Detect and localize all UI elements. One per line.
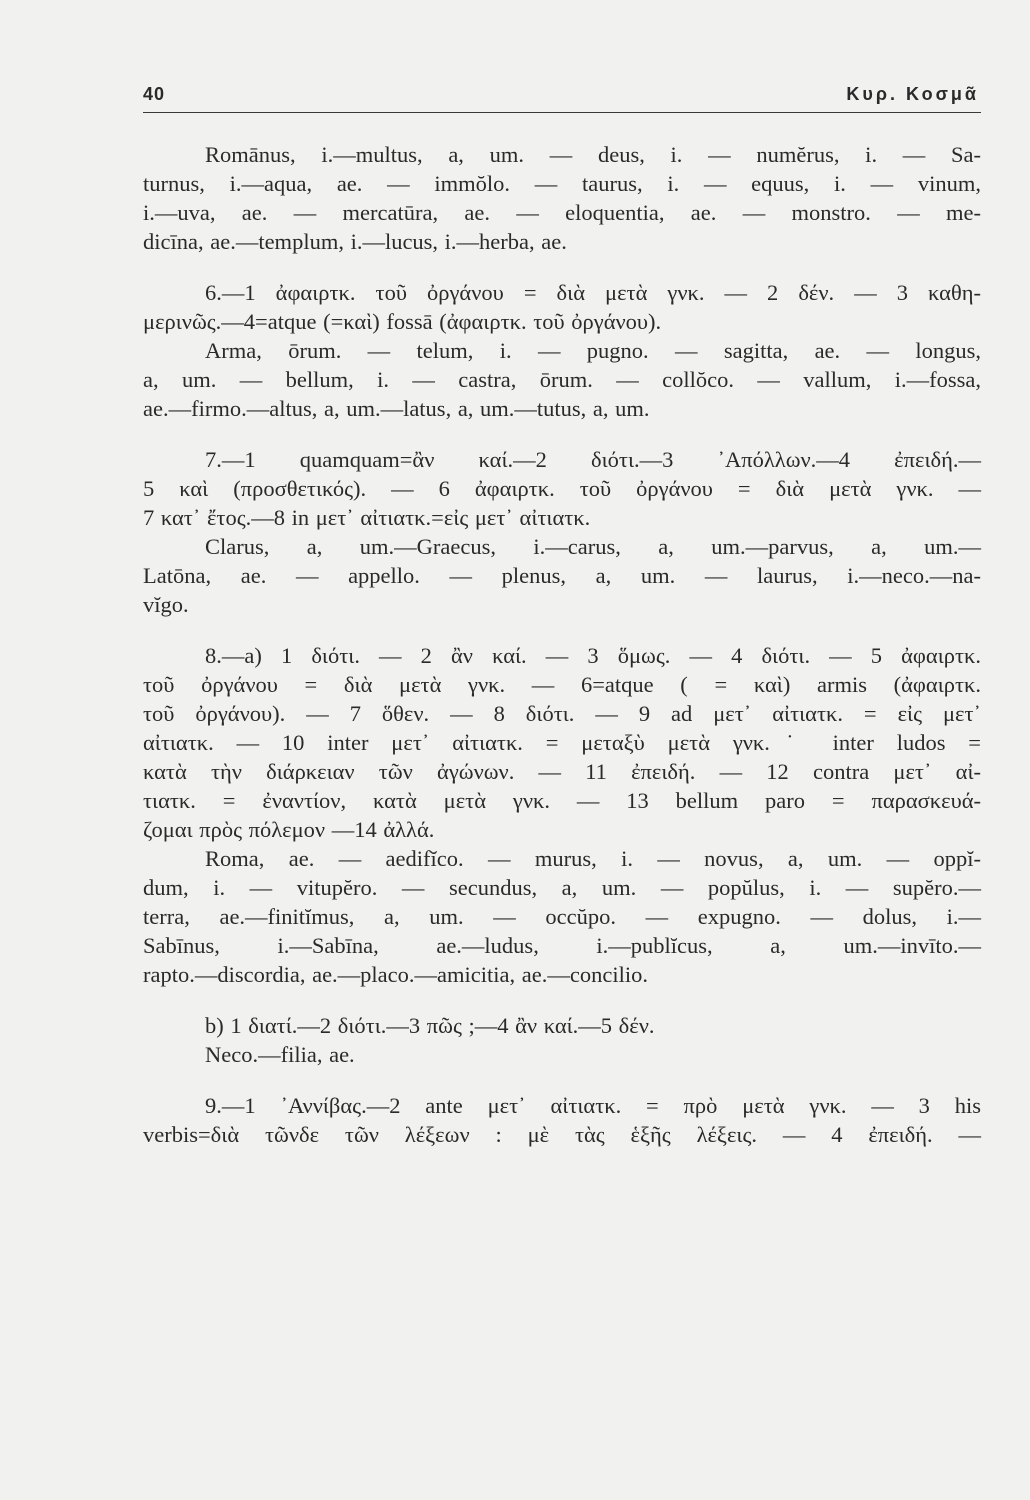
- text-line: 6.—1 ἀφαιρτκ. τοῦ ὀργάνου = διὰ μετὰ γνκ. — 2 δέν. — 3 καθη-: [205, 280, 981, 305]
- exercise-9: [143, 1091, 981, 1149]
- text-line: 8.—a) 1 διότι. — 2 ἂν καί. — 3 ὅμως. — 4 διότι. — 5 ἀφαιρτκ.: [205, 643, 981, 668]
- text-line: Latōna, ae. — appello. — plenus, a, um. — laurus, i.—neco.—na-: [143, 563, 981, 588]
- page-number: 40: [143, 84, 166, 104]
- text-line: τοῦ ὀργάνου). — 7 ὅθεν. — 8 διότι. — 9 ad μετ᾽ αἰτιατκ. = εἰς μετ᾽: [143, 701, 981, 726]
- text-line: a, um. — bellum, i. — castra, ōrum. — collŏco. — vallum, i.—fossa,: [143, 367, 981, 392]
- text-line: rapto.—discordia, ae.—placo.—amicitia, ae.—concilio.: [143, 962, 648, 987]
- running-title: Κυρ. Κοσμᾶ: [846, 84, 979, 104]
- text-line: μερινῶς.—4=atque (=καὶ) fossā (ἀφαιρτκ. τοῦ ὀργάνου).: [143, 309, 662, 334]
- text-line: 5 καὶ (προσθετικός). — 6 ἀφαιρτκ. τοῦ ὀργάνου = διὰ μετὰ γνκ. —: [143, 476, 981, 501]
- text-line: αἰτιατκ. — 10 inter μετ᾽ αἰτιατκ. = μεταξὺ μετὰ γνκ.˙ inter ludos =: [143, 730, 981, 755]
- text-line: κατὰ τὴν διάρκειαν τῶν ἀγώνων. — 11 ἐπειδή. — 12 contra μετ᾽ αἰ-: [143, 759, 981, 784]
- exercise-7: [143, 445, 981, 619]
- text-line: turnus, i.—aqua, ae. — immŏlo. — taurus, i. — equus, i. — vinum,: [143, 171, 981, 196]
- text-line: τιατκ. = ἐναντίον, κατὰ μετὰ γνκ. — 13 bellum paro = παρασκευά-: [143, 788, 981, 813]
- exercise-6: [143, 278, 981, 423]
- text-line: 7 κατ᾽ ἔτος.—8 in μετ᾽ αἰτιατκ.=εἰς μετ᾽ αἰτιατκ.: [143, 505, 591, 530]
- text-line: Clarus, a, um.—Graecus, i.—carus, a, um.—parvus, a, um.—: [205, 534, 981, 559]
- text-line: 7.—1 quamquam=ἂν καί.—2 διότι.—3 ᾿Απόλλων.—4 ἐπειδή.—: [205, 447, 981, 472]
- page-body: [143, 140, 981, 1149]
- text-line: τοῦ ὀργάνου = διὰ μετὰ γνκ. — 6=atque ( = καὶ) armis (ἀφαιρτκ.: [143, 672, 981, 697]
- text-line: Neco.—filia, ae.: [205, 1042, 355, 1067]
- text-line: 9.—1 ᾿Αννίβας.—2 ante μετ᾽ αἰτιατκ. = πρὸ μετὰ γνκ. — 3 his: [205, 1093, 981, 1118]
- text-line: vĭgo.: [143, 592, 189, 617]
- text-line: Roma, ae. — aedifĭco. — murus, i. — novus, a, um. — oppĭ-: [205, 846, 981, 871]
- vocabulary-paragraph: [143, 140, 981, 256]
- text-line: ζομαι πρὸς πόλεμον —14 ἀλλά.: [143, 817, 435, 842]
- text-line: b) 1 διατί.—2 διότι.—3 πῶς ;—4 ἂν καί.—5 δέν.: [205, 1013, 655, 1038]
- text-line: Romānus, i.—multus, a, um. — deus, i. — numĕrus, i. — Sa-: [205, 142, 981, 167]
- text-line: terra, ae.—finitĭmus, a, um. — occŭpo. — expugno. — dolus, i.—: [143, 904, 981, 929]
- text-line: Arma, ōrum. — telum, i. — pugno. — sagitta, ae. — longus,: [205, 338, 981, 363]
- page-header: [143, 78, 981, 113]
- text-line: verbis=διὰ τῶνδε τῶν λέξεων : μὲ τὰς ἑξῆς λέξεις. — 4 ἐπειδή. —: [143, 1122, 981, 1147]
- text-line: dum, i. — vitupĕro. — secundus, a, um. — popŭlus, i. — supĕro.—: [143, 875, 981, 900]
- text-line: i.—uva, ae. — mercatūra, ae. — eloquentia, ae. — monstro. — me-: [143, 200, 981, 225]
- text-line: ae.—firmo.—altus, a, um.—latus, a, um.—tutus, a, um.: [143, 396, 650, 421]
- text-line: dicīna, ae.—templum, i.—lucus, i.—herba, ae.: [143, 229, 567, 254]
- exercise-8a: [143, 641, 981, 989]
- exercise-8b: [143, 1011, 981, 1069]
- text-line: Sabīnus, i.—Sabīna, ae.—ludus, i.—publĭcus, a, um.—invīto.—: [143, 933, 981, 958]
